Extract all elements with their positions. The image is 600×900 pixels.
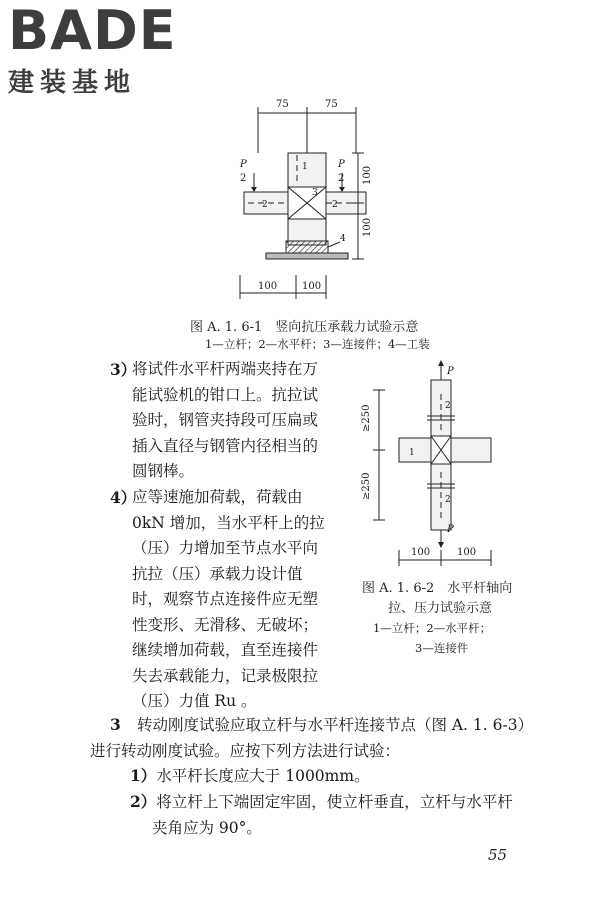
section-3 xyxy=(90,712,560,764)
load-label: 2 xyxy=(240,173,247,184)
item-4 xyxy=(110,485,355,715)
item-text: 水平杆长度应大于 1000mm。 xyxy=(156,767,370,785)
load-label: P xyxy=(240,159,247,170)
dim-label: 75 xyxy=(325,99,338,110)
item-line: 圆钢棒。 xyxy=(132,462,195,480)
item-line: 性变形、无滑移、无破坏； xyxy=(132,615,319,634)
figure2-legend-line1: 1—立杆；2—水平杆； xyxy=(373,621,492,635)
figure1-legend: 1—立杆；2—水平杆；3—连接件；4—工装 xyxy=(205,337,430,351)
section-number: 3 xyxy=(110,715,121,734)
figure2-caption-line2: 拉、压力试验示意 xyxy=(388,601,493,616)
part-label: 2 xyxy=(445,495,451,505)
part-label: 2 xyxy=(262,200,268,210)
item-line: 失去承载能力，记录极限拉 xyxy=(132,666,319,685)
part-label: 2 xyxy=(332,200,338,210)
figure-vertical-compression-diagram xyxy=(230,95,380,310)
item-line: 验时，钢管夹持段可压扁或 xyxy=(132,411,319,429)
figure-horizontal-axial-diagram xyxy=(355,360,505,575)
figure2-legend-line2: 3—连接件 xyxy=(415,641,469,655)
item-line: 将试件水平杆两端夹持在万 xyxy=(132,360,319,378)
item-number: 1） xyxy=(130,766,157,785)
dim-label: 100 xyxy=(362,217,373,237)
page-number: 55 xyxy=(488,846,508,864)
part-label: 4 xyxy=(340,234,346,244)
part-label: 3 xyxy=(312,188,318,198)
item-line: （压）力值 Ru 。 xyxy=(132,692,257,710)
item-text: 夹角应为 90°。 xyxy=(152,818,262,837)
item-line: 应等速施加荷载，荷载由 xyxy=(132,488,303,506)
item-line: 时，观察节点连接件应无塑 xyxy=(132,590,319,608)
item-line: 能试验机的钳口上。抗拉试 xyxy=(132,385,319,404)
item-text: 将立杆上下端固定牢固，使立杆垂直，立杆与水平杆 xyxy=(156,793,513,811)
item-3 xyxy=(110,357,355,485)
brand-logo: BADE xyxy=(8,0,177,62)
dim-label: 100 xyxy=(302,281,322,292)
figure2-caption-line1: 图 A. 1. 6-2 水平杆轴向 xyxy=(362,581,513,596)
load-label: P xyxy=(338,159,345,170)
item-line: 抗拉（压）承载力设计值 xyxy=(132,564,303,583)
dim-label: 100 xyxy=(411,547,431,558)
section-text: 进行转动刚度试验。应按下列方法进行试验： xyxy=(90,741,401,760)
load-label: 2 xyxy=(338,173,345,184)
item-line: 继续增加荷载，直至连接件 xyxy=(132,641,319,659)
part-label: 1 xyxy=(302,162,308,172)
item-number: 2） xyxy=(130,792,157,811)
dim-label: 75 xyxy=(276,99,289,110)
part-label: 1 xyxy=(409,448,415,458)
item-line: 插入直径与钢管内径相当的 xyxy=(132,436,319,455)
item-line: 0kN 增加，当水平杆上的拉 xyxy=(132,513,325,532)
item-number: 3） xyxy=(110,360,137,379)
dim-label: 100 xyxy=(457,547,477,558)
brand-subtitle: 建装基地 xyxy=(8,68,137,98)
figure1-caption: 图 A. 1. 6-1 竖向抗压承载力试验示意 xyxy=(190,320,419,335)
dim-label: 100 xyxy=(258,281,278,292)
dim-label: 100 xyxy=(362,165,373,185)
section-text: 转动刚度试验应取立杆与水平杆连接节点（图 A. 1. 6-3） xyxy=(136,716,534,734)
dim-label: ≥250 xyxy=(361,404,372,432)
item-line: （压）力增加至节点水平向 xyxy=(132,539,319,557)
load-label: P xyxy=(447,366,454,377)
sub-item-2 xyxy=(130,789,570,841)
sub-item-1 xyxy=(130,763,570,790)
item-number: 4） xyxy=(110,488,137,507)
part-label: 2 xyxy=(445,401,451,411)
load-label: P xyxy=(447,524,454,535)
dim-label: ≥250 xyxy=(361,472,372,500)
